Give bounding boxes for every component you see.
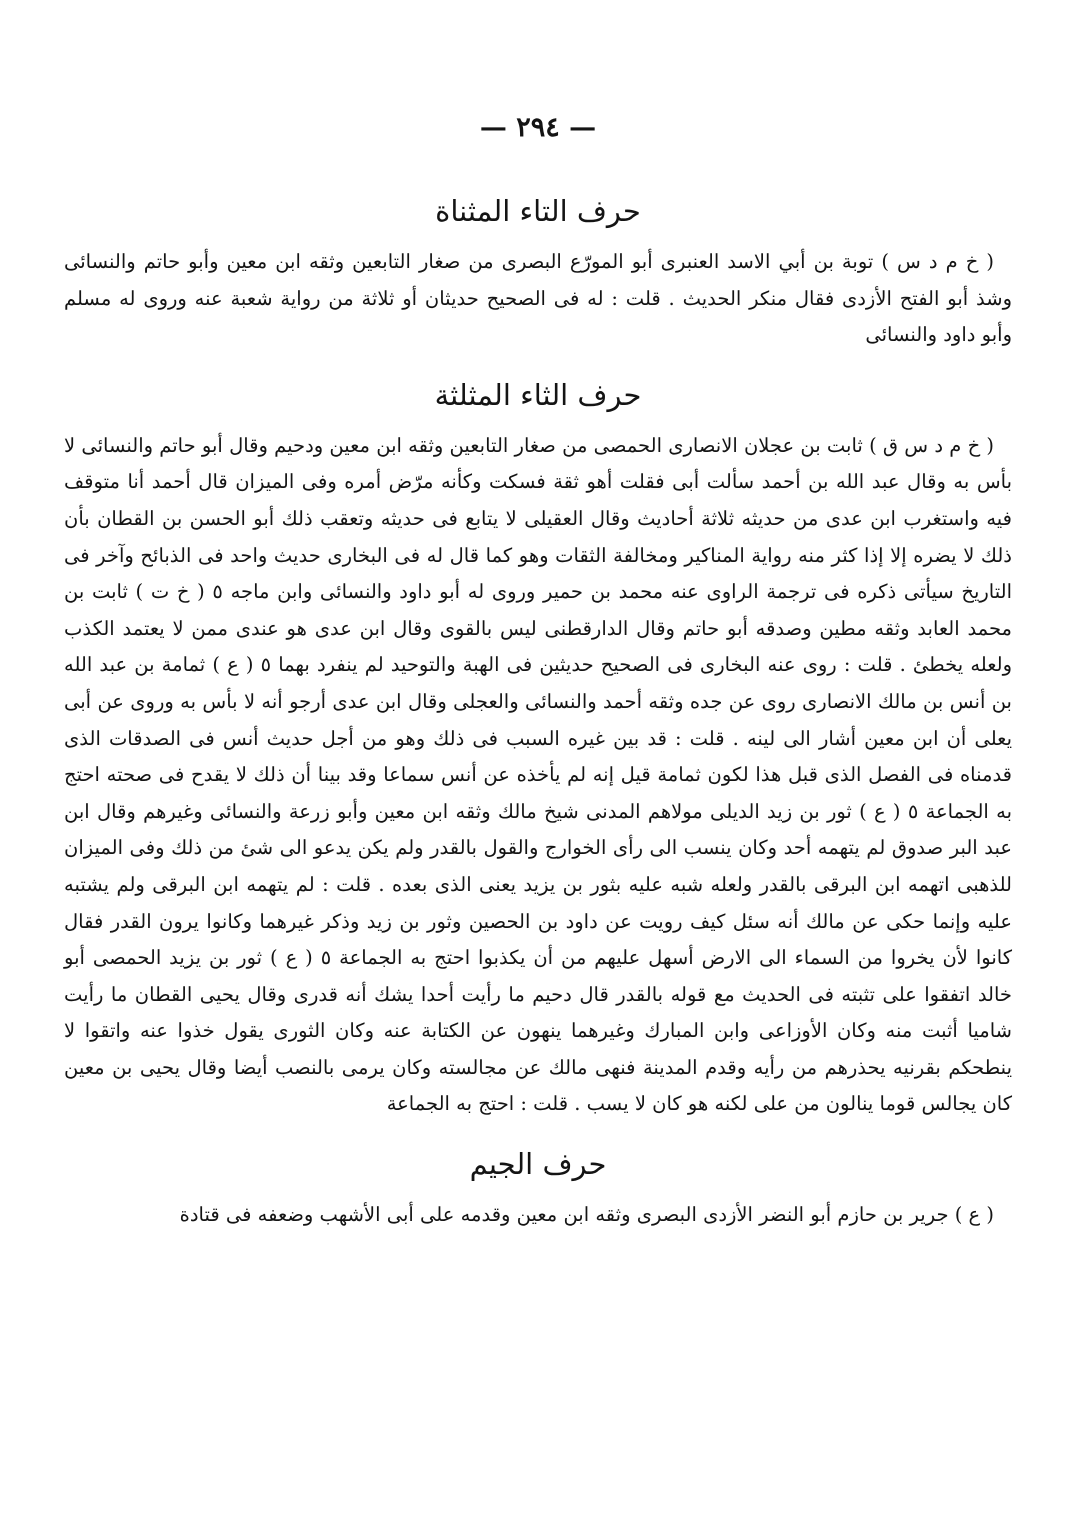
section-heading: حرف الجيم [469,1147,607,1182]
section-ta [64,192,1012,354]
section-heading: حرف التاء المثناة [435,194,641,228]
section-jim [64,1145,1012,1234]
section-tha [64,376,1012,1123]
page-number: — ٢٩٤ — [479,112,597,143]
section-heading: حرف الثاء المثلثة [434,377,642,412]
section-paragraph: ( خ م د س ) توبة بن أبي الاسد العنبرى أبو المورّع البصرى من صغار التابعين وثقه ابن معين وأبو حاتم والنسائى وشذ أبو الفتح الأزدى فقال منكر الحديث . قلت : له فى الصحيح حديثان أو ثلاثة من رواية شعبة عنه وروى له مسلم وأبو داود والنسائى [64,250,1012,347]
section-paragraph: ( خ م د س ق ) ثابت بن عجلان الانصارى الحمصى من صغار التابعين وثقه ابن معين ودحيم وقال أبو حاتم والنسائى لا بأس به وقال عبد الله بن أحمد سألت أبى فقلت أهو ثقة فسكت وكأنه مرّض أمره وفى الميزان قال أحمد أنا متوقف فيه واستغرب ابن عدى من حديثه ثلاثة أحاديث وقال العقيلى لا يتابع فى حديثه وتعقب ذلك أبو الحسن بن القطان بأن ذلك لا يضره إلا إذا كثر منه رواية المناكير ومخالفة الثقات وهو كما قال له فى البخارى حديث واحد فى الذبائح وآخر فى التاريخ سيأتى ذكره فى ترجمة الراوى عنه محمد بن حمير وروى له أبو داود والنسائى وابن ماجه ٥ ( خ ت ) ثابت بن محمد العابد وثقه مطين وصدقه أبو حاتم وقال الدارقطنى ليس بالقوى وقال ابن عدى هو عندى ممن لا يعتمد الكذب ولعله يخطئ . قلت : روى عنه البخارى فى الصحيح حديثين فى الهبة والتوحيد لم ينفرد بهما ٥ ( ع ) ثمامة بن عبد الله بن أنس بن مالك الانصارى روى عن جده وثقه أحمد والنسائى والعجلى وقال ابن عدى أرجو أنه لا بأس به وروى عن أبى يعلى أن ابن معين أشار الى لينه . قلت : قد بين غيره السبب فى ذلك وهو من أجل حديث أنس فى الصدقات الذى قدمناه فى الفصل الذى قبل هذا لكون ثمامة قيل إنه لم يأخذه عن أنس سماعا وقد بينا أن ذلك لا يقدح فى صحته احتج به الجماعة ٥ ( ع ) ثور بن زيد الديلى مولاهم المدنى شيخ مالك وثقه ابن معين وأبو زرعة والنسائى وغيرهم وقال ابن عبد البر صدوق لم يتهمه أحد وكان ينسب الى رأى الخوارج والقول بالقدر ولم يكن يدعو الى شئ من ذلك وفى الميزان للذهبى اتهمه ابن البرقى بالقدر ولعله شبه عليه بثور بن يزيد يعنى الذى بعده . قلت : لم يتهمه ابن البرقى ولم يشتبه عليه وإنما حكى عن مالك أنه سئل كيف رويت عن داود بن الحصين وثور بن زيد وذكر غيرهما وكانوا يرون القدر فقال كانوا لأن يخروا من السماء الى الارض أسهل عليهم من أن يكذبوا احتج به الجماعة ٥ ( ع ) ثور بن يزيد الحمصى أبو خالد اتفقوا على تثبته فى الحديث مع قوله بالقدر قال دحيم ما رأيت أحدا يشك أنه قدرى وقال يحيى القطان ما رأيت شاميا أثبت منه وكان الأوزاعى وابن المبارك وغيرهما ينهون عن الكتابة عنه وكان الثورى يقول خذوا عنه واتقوا لا ينطحكم بقرنيه يحذرهم من رأيه وقدم المدينة فنهى مالك عن مجالسته وكان يرمى بالنصب أيضا وقال يحيى بن معين كان يجالس قوما ينالون من على لكنه هو كان لا يسب . قلت : احتج به الجماعة [64,433,1013,1116]
section-paragraph: ( ع ) جرير بن حازم أبو النضر الأزدى البصرى وثقه ابن معين وقدمه على أبى الأشهب وضعفه فى قتادة [179,1203,994,1227]
